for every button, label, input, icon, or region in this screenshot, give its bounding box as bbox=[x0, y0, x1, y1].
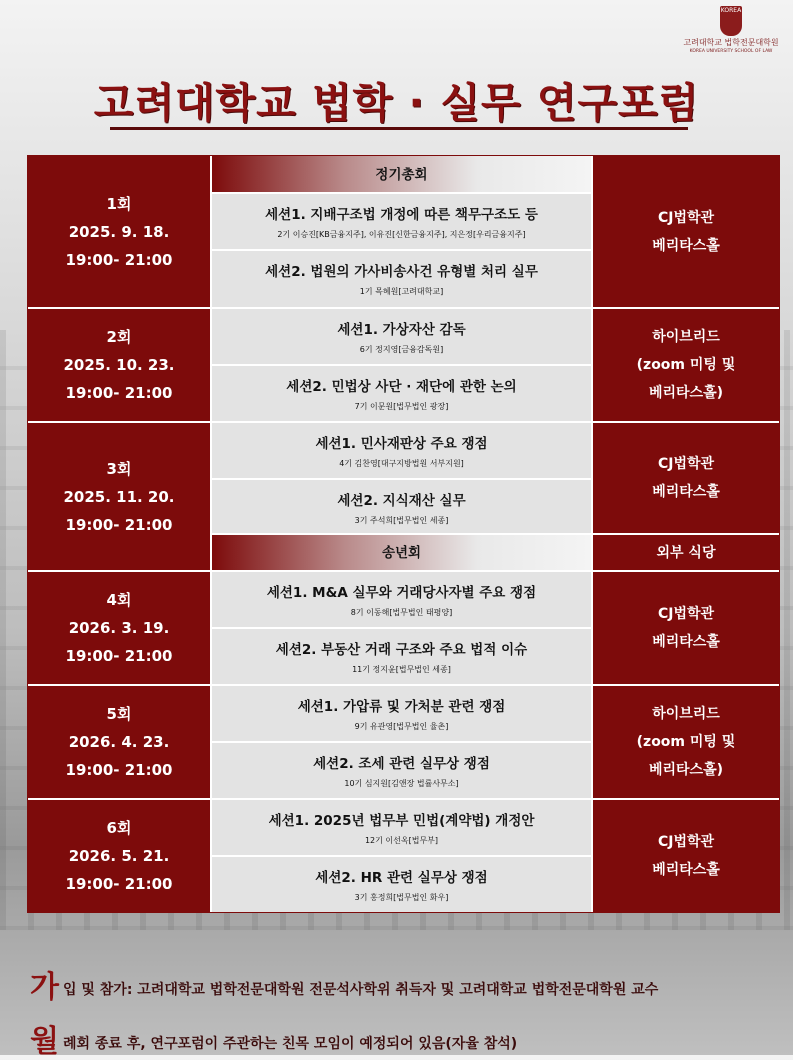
round-5-venue: 하이브리드 (zoom 미팅 및 베리타스홀) bbox=[592, 685, 780, 799]
round-2-session-1: 세션1. 가상자산 감독 6기 정지영[금융감독원] bbox=[211, 308, 592, 365]
round-6-venue: CJ법학관 베리타스홀 bbox=[592, 799, 780, 913]
band-year-end-party: 송년회 bbox=[211, 534, 592, 571]
footer-eligibility-note: 가입 및 참가: 고려대학교 법학전문대학원 전문석사학위 취득자 및 고려대학교 법학전문대학원 교수 bbox=[30, 970, 659, 1005]
round-5-session-2: 세션2. 조세 관련 실무상 쟁점 10기 심지원[김앤장 법률사무소] bbox=[211, 742, 592, 799]
university-seal-icon: KOREA bbox=[720, 6, 742, 36]
round-1-session-1: 세션1. 지배구조법 개정에 따른 책무구조도 등 2기 이승진[KB금융지주], 이유진[신한금융지주], 지은정[우리금융지주] bbox=[211, 193, 592, 250]
round-4-session-2: 세션2. 부동산 거래 구조와 주요 법적 이슈 11기 정지윤[법무법인 세종] bbox=[211, 628, 592, 685]
round-5-session-1: 세션1. 가압류 및 가처분 관련 쟁점 9기 유관영[법무법인 율촌] bbox=[211, 685, 592, 742]
round-5-info: 5회 2026. 4. 23. 19:00- 21:00 bbox=[27, 685, 211, 799]
korea-university-law-logo bbox=[681, 6, 781, 55]
round-4-venue: CJ법학관 베리타스홀 bbox=[592, 571, 780, 685]
logo-english-name: KOREA UNIVERSITY SCHOOL OF LAW bbox=[689, 49, 773, 54]
round-4-info: 4회 2026. 3. 19. 19:00- 21:00 bbox=[27, 571, 211, 685]
footer-social-gathering-note: 월례회 종료 후, 연구포럼이 주관하는 친목 모임이 예정되어 있음(자율 참석) bbox=[30, 1024, 518, 1059]
page-title: 고려대학교 법학 · 실무 연구포럼 bbox=[93, 79, 700, 127]
round-3-venue: CJ법학관 베리타스홀 bbox=[592, 422, 780, 534]
round-1-info: 1회 2025. 9. 18. 19:00- 21:00 bbox=[27, 155, 211, 308]
round-4-session-1: 세션1. M&A 실무와 거래당사자별 주요 쟁점 8기 이동해[법무법인 태평양] bbox=[211, 571, 592, 628]
logo-korean-name: 고려대학교 법학전문대학원 bbox=[683, 38, 779, 47]
round-3-session-2: 세션2. 지식재산 실무 3기 주석희[법무법인 세종] bbox=[211, 479, 592, 534]
round-2-venue: 하이브리드 (zoom 미팅 및 베리타스홀) bbox=[592, 308, 780, 422]
band-opening-general-meeting: 정기총회 bbox=[211, 155, 592, 193]
round-6-info: 6회 2026. 5. 21. 19:00- 21:00 bbox=[27, 799, 211, 913]
round-1-venue: CJ법학관 베리타스홀 bbox=[592, 155, 780, 308]
round-6-session-1: 세션1. 2025년 법무부 민법(계약법) 개정안 12기 이선옥[법무부] bbox=[211, 799, 592, 856]
round-3-session-1: 세션1. 민사재판상 주요 쟁점 4기 김찬영[대구지방법원 서부지원] bbox=[211, 422, 592, 479]
round-3-info: 3회 2025. 11. 20. 19:00- 21:00 bbox=[27, 422, 211, 571]
round-2-info: 2회 2025. 10. 23. 19:00- 21:00 bbox=[27, 308, 211, 422]
round-2-session-2: 세션2. 민법상 사단 · 재단에 관한 논의 7기 이문원[법무법인 광장] bbox=[211, 365, 592, 422]
year-end-party-venue: 외부 식당 bbox=[592, 534, 780, 571]
round-1-session-2: 세션2. 법원의 가사비송사건 유형별 처리 실무 1기 목혜원[고려대학교] bbox=[211, 250, 592, 308]
round-6-session-2: 세션2. HR 관련 실무상 쟁점 3기 홍정희[법무법인 화우] bbox=[211, 856, 592, 913]
title-underline bbox=[110, 127, 688, 130]
